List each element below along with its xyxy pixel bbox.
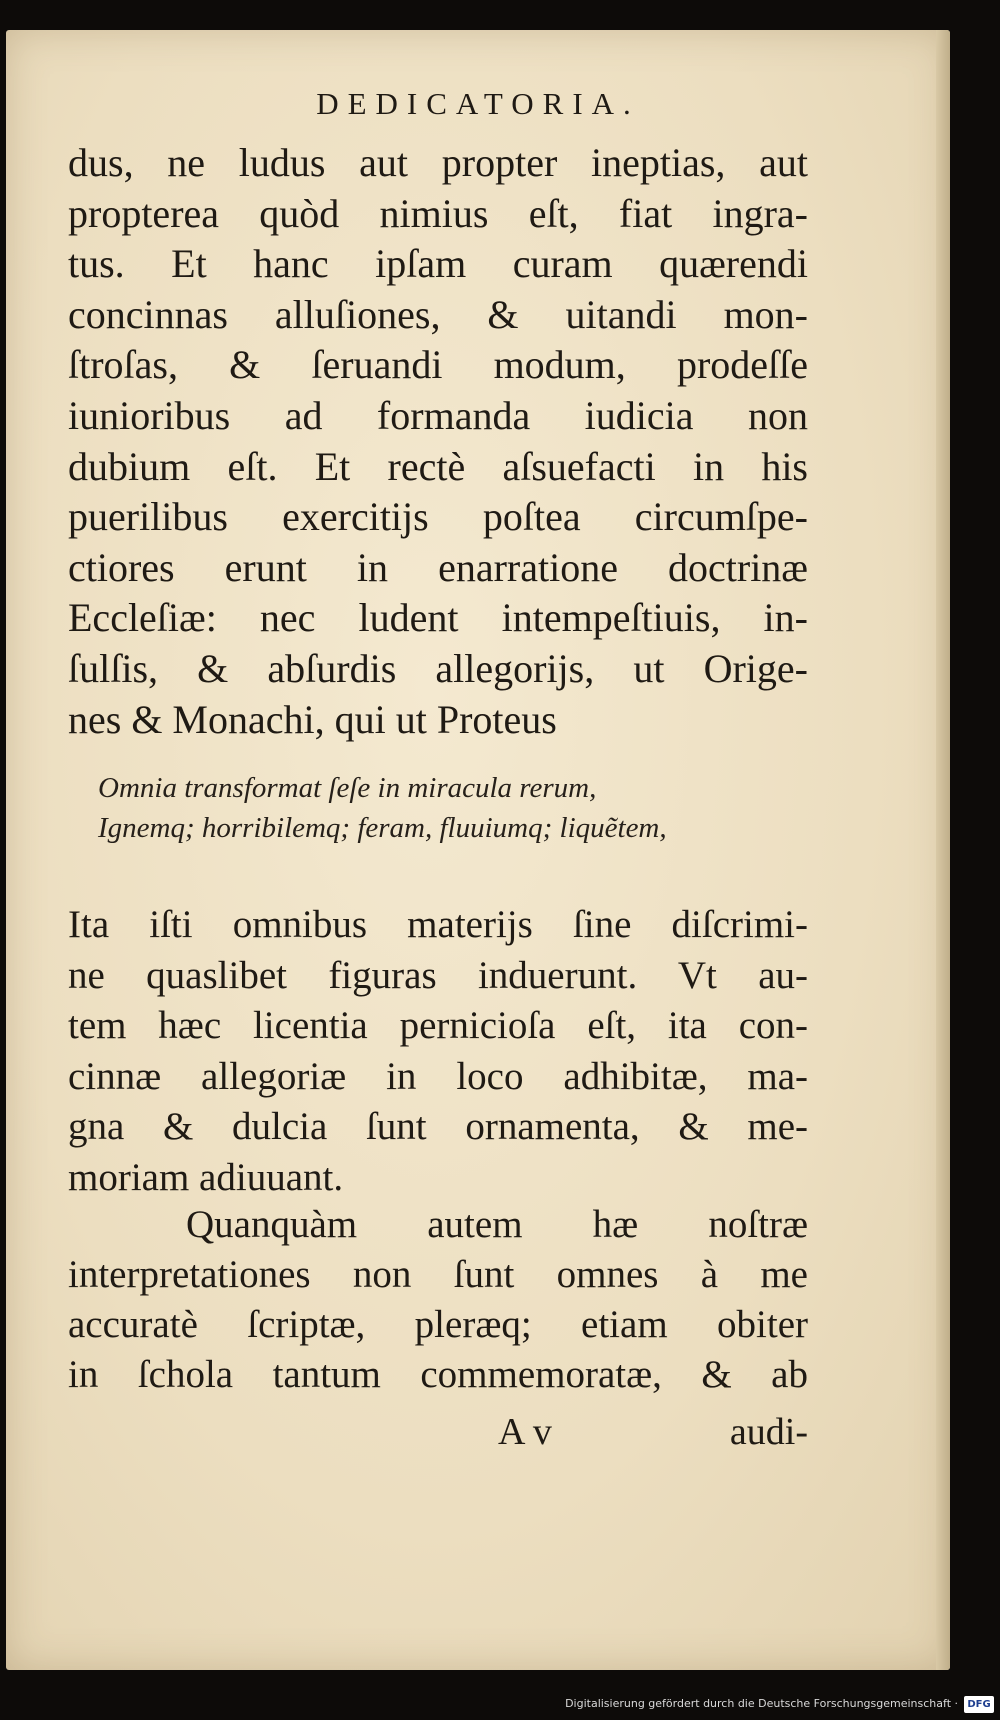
paragraph-1 — [68, 138, 808, 745]
catchword: audi- — [729, 1411, 808, 1453]
text-line: iunioribus ad formanda iudicia non — [68, 392, 808, 438]
dfg-logo-icon: DFG — [964, 1696, 994, 1713]
text-line: ctiores erunt in enarratione doctrinæ — [68, 544, 808, 590]
page-footer-marks — [68, 1410, 808, 1460]
verse-line: Omnia transformat ſeſe in miracula rerum, — [98, 772, 597, 804]
text-line: Quanquàm autem hæ noſtræ — [186, 1203, 808, 1246]
paragraph-2 — [68, 900, 808, 1203]
text-line: Eccleſiæ: nec ludent intempeſtiuis, in- — [68, 595, 808, 641]
text-line: propterea quòd nimius eſt, fiat ingra- — [68, 190, 808, 236]
verse-line: Ignemq; horribilemq; feram, fluuiumq; liquẽtem, — [98, 812, 667, 844]
text-line: concinnas alluſiones, & uitandi mon- — [68, 291, 808, 337]
text-line: cinnæ allegoriæ in loco adhibitæ, ma- — [68, 1054, 808, 1098]
text-line: accuratè ſcriptæ, pleræq; etiam obiter — [68, 1303, 808, 1346]
text-line: puerilibus exercitijs poſtea circumſpe- — [68, 494, 808, 540]
funding-credit: Digitalisierung gefördert durch die Deutsche Forschungsgemeinschaft · — [565, 1697, 958, 1710]
text-line: Ita iſti omnibus materijs ſine diſcrimi- — [68, 903, 808, 946]
text-line: interpretationes non ſunt omnes à me — [68, 1253, 808, 1296]
text-line: tem hæc licentia pernicioſa eſt, ita con- — [68, 1004, 808, 1047]
running-head: DEDICATORIA. — [316, 86, 640, 121]
paragraph-3 — [68, 1200, 808, 1400]
page-edge — [936, 30, 950, 1670]
text-line: tus. Et hanc ipſam curam quærendi — [68, 241, 808, 287]
digitization-footer — [0, 1694, 1000, 1720]
text-line: gna & dulcia ſunt ornamenta, & me- — [68, 1105, 808, 1148]
text-line: nes & Monachi, qui ut Proteus — [68, 696, 557, 742]
text-line: moriam adiuuant. — [68, 1155, 344, 1199]
book-page — [6, 30, 950, 1670]
text-line: dubium eſt. Et rectè aſsuefacti in his — [68, 443, 808, 489]
text-line: ſtroſas, & ſeruandi modum, prodeſſe — [68, 342, 808, 388]
signature-mark: A v — [498, 1411, 552, 1453]
verse-quotation — [98, 768, 798, 848]
text-line: in ſchola tantum commemoratæ, & ab — [68, 1353, 808, 1396]
text-line: ne quaslibet figuras induerunt. Vt au- — [68, 953, 808, 997]
text-line: ſulſis, & abſurdis allegorijs, ut Orige- — [68, 645, 808, 691]
text-line: dus, ne ludus aut propter ineptias, aut — [68, 140, 808, 185]
